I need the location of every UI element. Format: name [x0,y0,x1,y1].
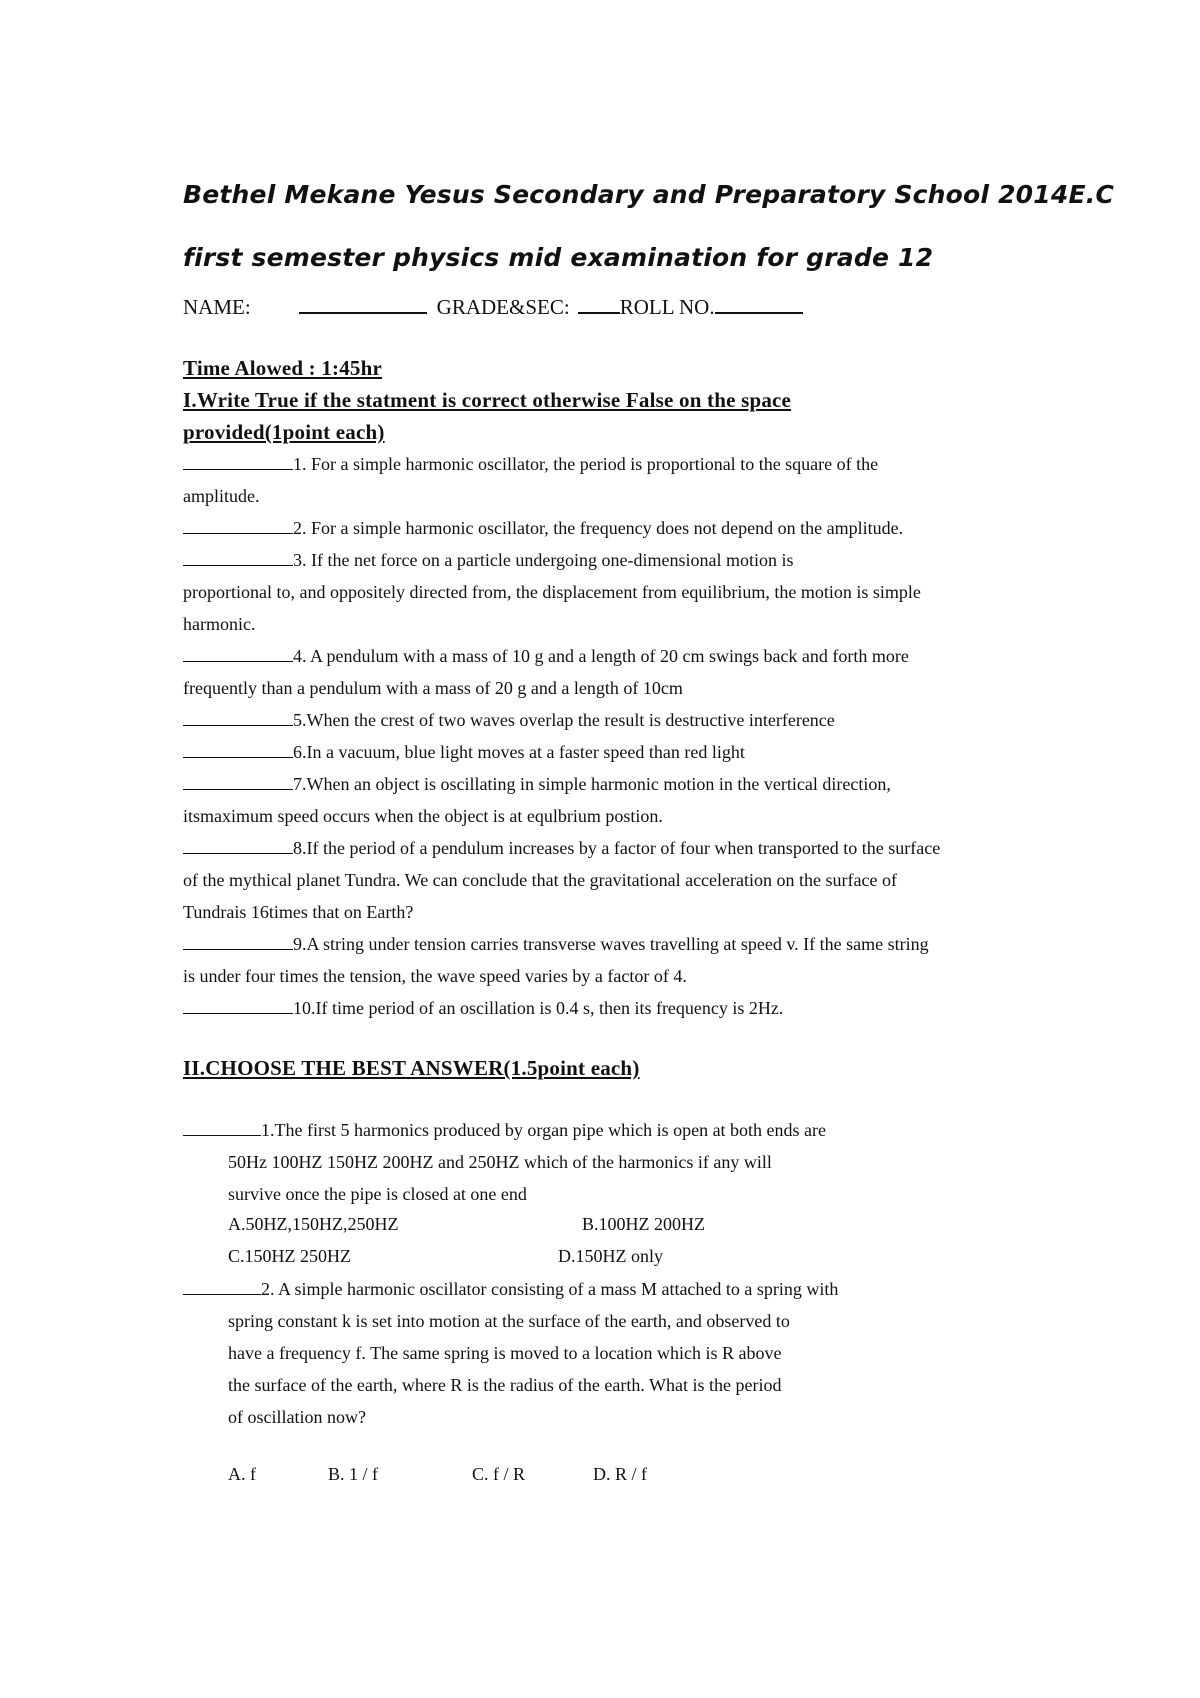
answer-blank[interactable] [183,709,293,726]
mc-question-1-cont: 50Hz 100HZ 150HZ 200HZ and 250HZ which of the harmonics if any will [228,1152,772,1172]
tf-question-4-cont: frequently than a pendulum with a mass of 20 g and a length of 10cm [183,678,683,698]
mc-question-1: 1.The first 5 harmonics produced by organ pipe which is open at both ends are [183,1119,826,1141]
tf-question-7-cont: itsmaximum speed occurs when the object is at equlbrium postion. [183,806,663,826]
mc1-option-a[interactable]: A.50HZ,150HZ,250HZ [228,1214,399,1234]
mc1-option-c[interactable]: C.150HZ 250HZ [228,1246,351,1266]
part1-heading-line1: I.Write True if the statment is correct otherwise False on the space [183,388,792,412]
answer-blank[interactable] [183,517,293,534]
tf-question-8-cont: of the mythical planet Tundra. We can conclude that the gravitational acceleration on the surface of [183,870,897,890]
tf-question-9-cont: is under four times the tension, the wave speed varies by a factor of 4. [183,966,687,986]
name-label: NAME: [183,295,251,319]
student-info-row [183,294,803,320]
tf-question-8-cont: Tundrais 16times that on Earth? [183,902,414,922]
tf-question-3: 3. If the net force on a particle undergoing one-dimensional motion is [183,549,794,571]
tf-question-9: 9.A string under tension carries transverse waves travelling at speed v. If the same string [183,933,929,955]
exam-title: first semester physics mid examination for grade 12 [183,243,934,272]
answer-blank[interactable] [183,997,293,1014]
school-title: Bethel Mekane Yesus Secondary and Preparatory School 2014E.C [183,180,1114,209]
mc-question-1-cont: survive once the pipe is closed at one end [228,1184,527,1204]
answer-blank[interactable] [183,741,293,758]
mc-question-2: 2. A simple harmonic oscillator consisting of a mass M attached to a spring with [183,1278,838,1300]
tf-question-3-cont: harmonic. [183,614,256,634]
mc2-option-b[interactable]: B. 1 / f [328,1464,379,1484]
mc2-option-a[interactable]: A. f [228,1464,256,1484]
grade-blank[interactable] [578,294,620,314]
roll-blank[interactable] [715,294,803,314]
mc-question-2-cont: spring constant k is set into motion at the surface of the earth, and observed to [228,1311,790,1331]
answer-blank[interactable] [183,837,293,854]
mc2-option-d[interactable]: D. R / f [593,1464,647,1484]
mc1-option-b[interactable]: B.100HZ 200HZ [582,1214,705,1234]
mc-question-2-cont: the surface of the earth, where R is the radius of the earth. What is the period [228,1375,782,1395]
mc-question-2-cont: of oscillation now? [228,1407,366,1427]
mc1-option-d[interactable]: D.150HZ only [558,1246,663,1266]
answer-blank[interactable] [183,645,293,662]
answer-blank[interactable] [183,1278,261,1295]
tf-question-10: 10.If time period of an oscillation is 0.4 s, then its frequency is 2Hz. [183,997,783,1019]
tf-question-8: 8.If the period of a pendulum increases by a factor of four when transported to the surface [183,837,940,859]
time-allowed: Time Alowed : 1:45hr [183,356,383,380]
grade-label: GRADE&SEC: [436,295,570,319]
tf-question-1-cont: amplitude. [183,486,260,506]
tf-question-3-cont: proportional to, and oppositely directed from, the displacement from equilibrium, the motion is simple [183,582,921,602]
tf-question-6: 6.In a vacuum, blue light moves at a faster speed than red light [183,741,745,763]
part2-heading: II.CHOOSE THE BEST ANSWER(1.5point each) [183,1056,640,1080]
mc-question-2-cont: have a frequency f. The same spring is moved to a location which is R above [228,1343,782,1363]
tf-question-4: 4. A pendulum with a mass of 10 g and a length of 20 cm swings back and forth more [183,645,909,667]
name-blank[interactable] [299,294,427,314]
part1-heading-line2: provided(1point each) [183,420,385,444]
answer-blank[interactable] [183,773,293,790]
roll-label: ROLL NO. [619,295,715,319]
mc2-option-c[interactable]: C. f / R [472,1464,526,1484]
tf-question-7: 7.When an object is oscillating in simple harmonic motion in the vertical direction, [183,773,891,795]
tf-question-2: 2. For a simple harmonic oscillator, the frequency does not depend on the amplitude. [183,517,903,539]
answer-blank[interactable] [183,453,293,470]
tf-question-5: 5.When the crest of two waves overlap the result is destructive interference [183,709,835,731]
answer-blank[interactable] [183,1119,261,1136]
answer-blank[interactable] [183,933,293,950]
tf-question-1: 1. For a simple harmonic oscillator, the period is proportional to the square of the [183,453,878,475]
answer-blank[interactable] [183,549,293,566]
